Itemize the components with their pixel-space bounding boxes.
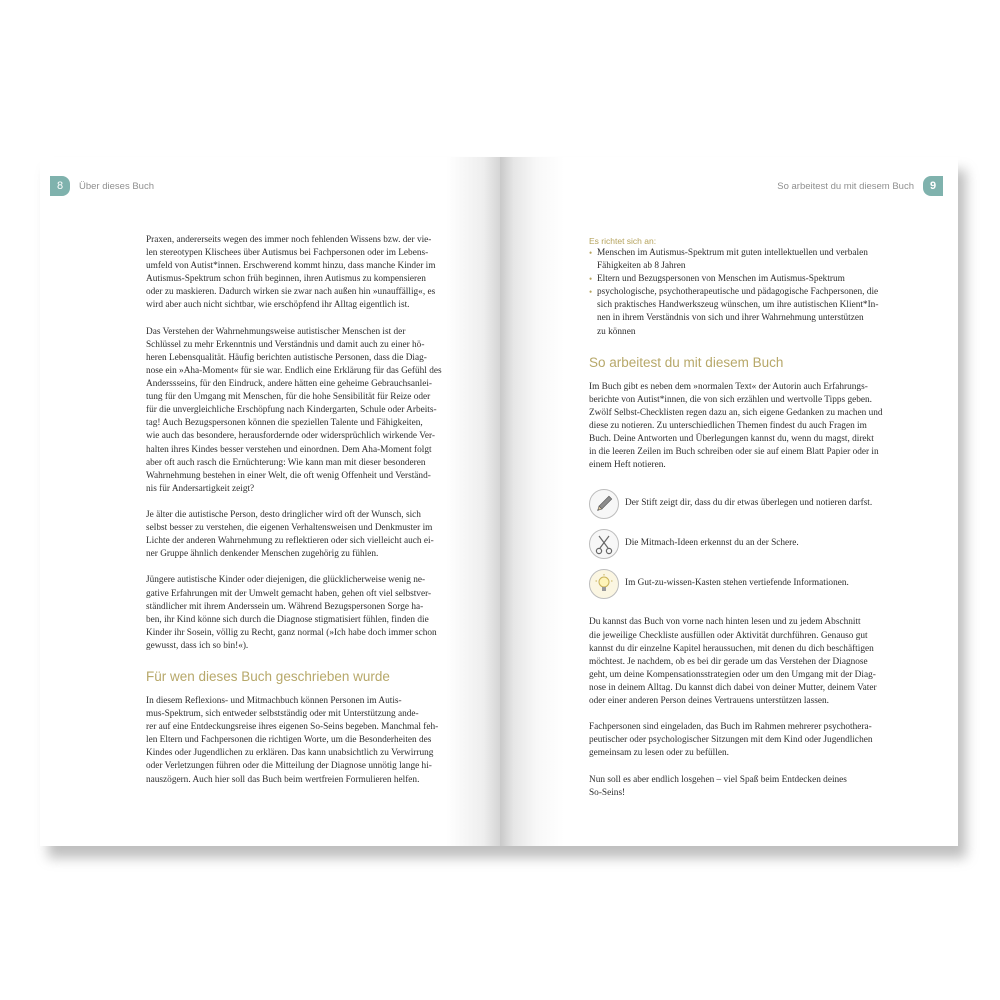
icon-legend-text: Die Mitmach-Ideen erkennst du an der Schere. [625, 538, 799, 549]
icon-legend-text: Im Gut-zu-wissen-Kasten stehen vertiefende Informationen. [625, 578, 849, 589]
paragraph: Praxen, andererseits wegen des immer noch fehlenden Wissens bzw. der vie- len stereotypen Klischees über Autismus bei Fachpersonen oder im Lebens- umfeld von Autist*innen. Erschwerend kommt hinzu, dass manche Kinder im Autismus-Spektrum schon früh beginnen, ihren Autismus zu kompensieren oder zu maskieren. Dadurch wirken sie zwar nach außen hin »unauffällig«, es wird aber auch nicht sichtbar, wie erschöpfend ihr Alltag eigentlich ist. [146, 235, 436, 311]
scissors-icon [589, 529, 619, 559]
right-page [500, 157, 958, 846]
icon-legend-row [589, 565, 929, 602]
left-page [40, 157, 502, 846]
icon-legend-row [589, 525, 929, 562]
running-head-left: Über dieses Buch [79, 181, 154, 192]
icon-legend [589, 485, 929, 602]
bullet-icon: • [589, 274, 593, 285]
paragraph: Nun soll es aber endlich losgehen – viel Spaß beim Entdecken deines So-Seins! [589, 774, 847, 798]
section-heading-how-to: So arbeitest du mit diesem Buch [589, 354, 784, 370]
paragraph: Du kannst das Buch von vorne nach hinten lesen und zu jedem Abschnitt die jeweilige Checkliste ausfüllen oder Aktivität durchführen. Genauso gut kannst du dir einzelne Kapitel heraussuchen, mit denen du dich beschäftigen möchtest. Je nachdem, ob es bei dir gerade um das Verstehen der Diagnose geht, um deine Kompensationsstrategien oder um den Umgang mit der Diag- nose in deinem Alltag. Du kannst dich dabei von deiner Mutter, deinem Vater oder einer anderen Person deines Vertrauens unterstützen lassen. [589, 617, 877, 706]
paragraph: Je älter die autistische Person, desto dringlicher wird oft der Wunsch, sich selbst besser zu verstehen, die eigenen Verhaltensweisen und Denkmuster im Lichte der anderen Wahrnehmung zu reflektieren oder sich vielleicht auch ei- ner Gruppe ähnlich denkender Menschen zugehörig zu fühlen. [146, 509, 434, 560]
paragraph: Im Buch gibt es neben dem »normalen Text« der Autorin auch Erfahrungs- berichte von Autist*innen, die von sich erzählen und wertvolle Tipps geben. Zwölf Selbst-Checklisten regen dazu an, sich eigene Gedanken zu machen und diese zu notieren. Zu unterschiedlichen Themen findest du auch Fragen im Buch. Deine Antworten und Überlegungen kannst du, wenn du magst, direkt in die leeren Zeilen im Buch schreiben oder sie auf einem Blatt Papier oder in einem Heft notieren. [589, 381, 883, 471]
bullet-icon: • [589, 248, 593, 258]
pencil-icon [589, 489, 619, 519]
icon-legend-row [589, 485, 929, 522]
paragraph: Jüngere autistische Kinder oder diejenigen, die glücklicherweise wenig ne- gative Erfahrungen mit der Umwelt gemacht haben, gehen oft viel selbstver- ständlicher mit ihrem Anderssein um. Während Bezugspersonen Sorge ha- ben, ihr Kind könne sich durch die Diagnose stigmatisiert fühlen, finden die Kinder ihr Sosein, völlig zu Recht, ganz normal (»Ich habe doch immer schon gewusst, dass ich so bin!«). [146, 575, 437, 651]
list-item: • Eltern und Bezugspersonen von Menschen im Autismus-Spektrum [589, 273, 929, 286]
audience-list [589, 247, 929, 339]
right-text-column [589, 235, 929, 813]
section-heading-audience: Für wen dieses Buch geschrieben wurde [146, 669, 390, 684]
list-item: • Menschen im Autismus-Spektrum mit guten intellektuellen und verbalen Fähigkeiten ab 8 Jahren [589, 248, 868, 272]
list-item: • psychologische, psychotherapeutische und pädagogische Fachpersonen, die sich praktisches Handwerkszeug wünschen, um ihre autistischen Klient*In- nen in ihrem Verständnis von sich und ihrer Wahrnehmung unterstützen zu können [589, 287, 879, 337]
lightbulb-icon [589, 569, 619, 599]
icon-legend-text: Der Stift zeigt dir, dass du dir etwas überlegen und notieren darfst. [625, 498, 873, 509]
audience-label: Es richtet sich an: [589, 236, 657, 246]
bullet-icon: • [589, 287, 593, 298]
paragraph: Fachpersonen sind eingeladen, das Buch im Rahmen mehrerer psychothera- peutischer oder psychologischer Sitzungen mit dem Kind oder Jugendlichen gemeinsam zu lesen oder zu befüllen. [589, 722, 873, 759]
running-head-right: So arbeitest du mit diesem Buch [777, 181, 914, 192]
page-number-right: 9 [923, 176, 943, 196]
page-number-left: 8 [50, 176, 70, 196]
paragraph: Das Verstehen der Wahrnehmungsweise autistischer Menschen ist der Schlüssel zu mehr Erkenntnis und Verständnis und damit auch zu einer hö- heren Lebensqualität. Häufig berichten autistische Personen, dass die Diag- nose ein »Aha-Moment« für sie war. Endlich eine Erklärung für das Gefühl des Anderssseins, für den Eindruck, andere hätten eine geheime Gebrauchsanlei- tung für den Umgang mit Menschen, für die hohe Sensibilität für Reize oder für die unvergleichliche Erschöpfung nach Kindergarten, Schule oder Arbeits- tag! Auch Bezugspersonen können die speziellen Talente und Fähigkeiten, wie auch das besondere, herausfordernde oder widersprüchlich wirkende Ver- halten ihres Kindes besser verstehen und einordnen. Dem Aha-Moment folgt aber oft auch rasch die Ernüchterung: Wie kann man mit dieser besonderen Wahrnehmung bestehen in einer Welt, die oft wenig Offenheit und Verständ- nis für Andersartigkeit zeigt? [146, 326, 442, 494]
paragraph: In diesem Reflexions- und Mitmachbuch können Personen im Autis- mus-Spektrum, sich entweder selbstständig oder mit Unterstützung ande- rer auf eine Entdeckungsreise ihres eigenen So-Seins begeben. Manchmal feh- len Eltern und Fachpersonen die richtigen Worte, um die Besonderheiten des Kindes oder Jugendlichen zu erklären. Das kann unabsichtlich zu Verwirrung oder Verletzungen führen oder die Mitteilung der Diagnose unnötig lange hi- nauszögern. Auch hier soll das Buch beim wertfreien Formulieren helfen. [146, 696, 439, 785]
left-text-column [146, 234, 478, 800]
